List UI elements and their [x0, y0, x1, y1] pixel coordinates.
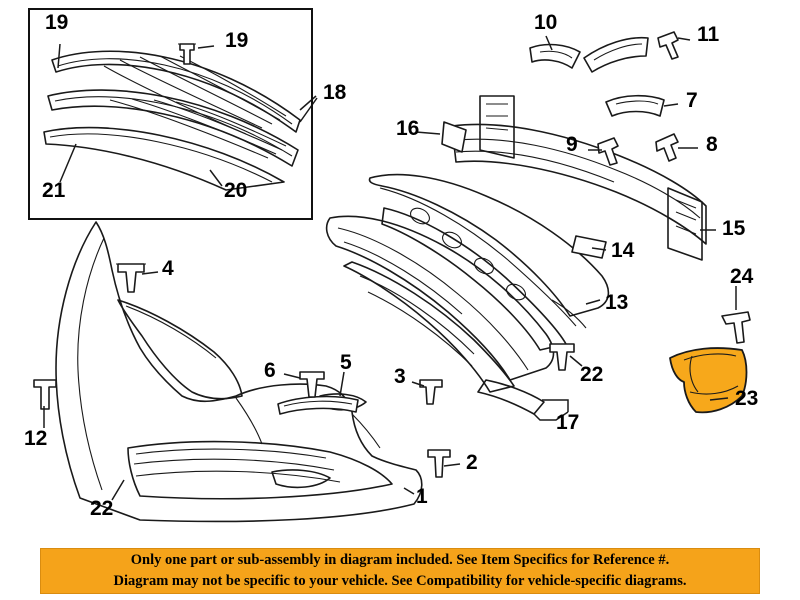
callout-13: 13	[605, 291, 629, 314]
fastener-2	[428, 450, 450, 477]
callout-22: 21	[42, 179, 66, 202]
callout-6: 6	[264, 359, 276, 382]
callout-17: 17	[556, 411, 580, 434]
callout-25: 24	[730, 265, 754, 288]
callout-23: 22	[90, 497, 114, 520]
callout-21: 20	[224, 179, 248, 202]
fastener-12	[34, 380, 56, 409]
disclaimer-banner	[40, 548, 760, 594]
callout-14: 14	[611, 239, 635, 262]
bumper-impact-bar	[370, 175, 609, 350]
callout-3: 3	[394, 365, 406, 388]
callout-5: 5	[340, 351, 352, 374]
bolt-11	[658, 32, 678, 59]
callout-24: 23	[735, 387, 759, 410]
callout-19: 19	[225, 29, 249, 52]
callout-1: 1	[416, 485, 428, 508]
center-grille	[327, 216, 568, 420]
banner-line-1: Only one part or sub-assembly in diagram included. See Item Specifics for Reference #.	[130, 551, 670, 568]
bracket-14	[572, 236, 606, 258]
callout-7: 7	[686, 89, 698, 112]
reinforcement-beam	[442, 96, 706, 260]
bracket-11	[584, 38, 648, 72]
fastener-3	[420, 380, 442, 404]
bracket-10	[530, 45, 580, 68]
banner-line-2: Diagram may not be specific to your vehicle. See Compatibility for vehicle-specific diagrams.	[113, 573, 687, 589]
callout-15: 15	[722, 217, 746, 240]
callout-2: 2	[466, 451, 478, 474]
bolt-9	[598, 138, 618, 165]
callout-16: 16	[396, 117, 420, 140]
callout-12: 12	[24, 427, 48, 450]
callout-8: 8	[706, 133, 718, 156]
callout-20: 19	[45, 11, 69, 34]
front-bumper-cover	[56, 222, 422, 521]
bracket-7	[606, 96, 664, 116]
callout-9: 9	[566, 133, 578, 156]
callout-19b: 22	[580, 363, 604, 386]
callout-11: 11	[697, 23, 720, 46]
callout-10: 10	[534, 11, 558, 34]
fastener-25	[722, 312, 750, 343]
inset-frame	[28, 8, 313, 220]
callout-4: 4	[162, 257, 174, 280]
bumper-upper-strip	[278, 397, 358, 414]
callout-18: 18	[323, 81, 347, 104]
fastener-4	[116, 264, 146, 292]
bolt-8	[656, 134, 678, 161]
